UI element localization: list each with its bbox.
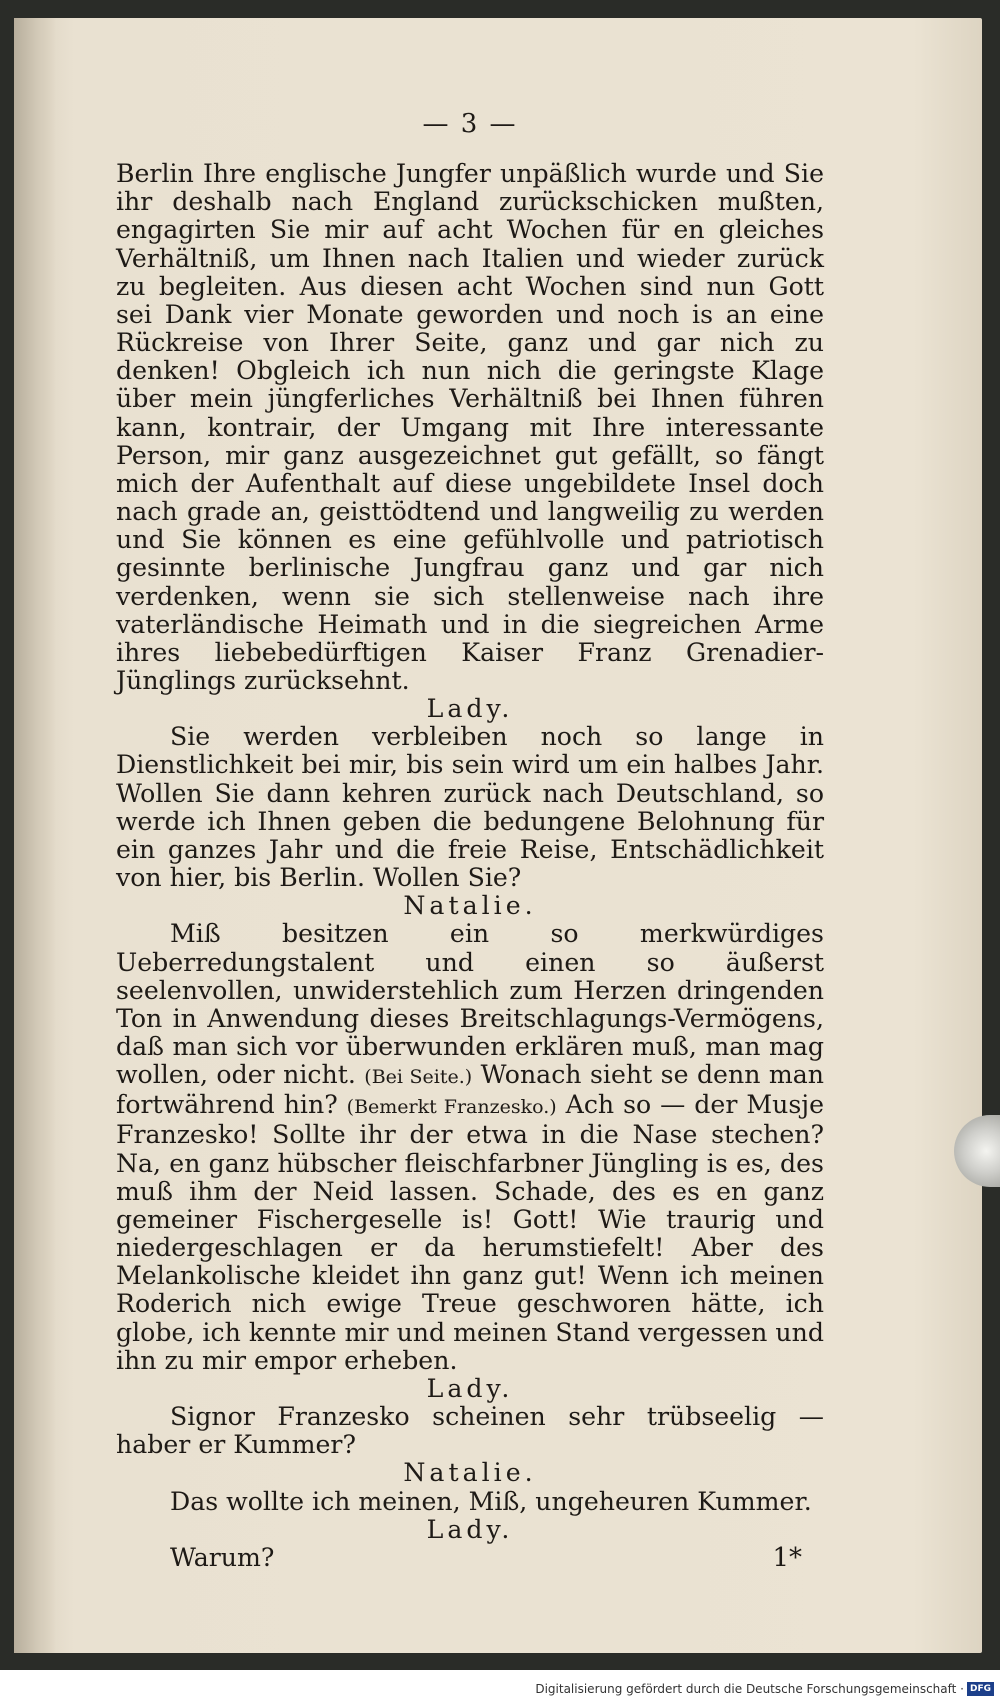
dfg-logo: DFG bbox=[967, 1682, 994, 1696]
signature-mark: 1* bbox=[772, 1542, 802, 1573]
dialogue-text: Miß besitzen ein so merkwürdiges Ueberredungstalent und einen so äußerst seelenvollen, unwiderstehlich zum Herzen dringenden Ton in Anwendung dieses Breitschlagungs-Vermögens, daß man sich vor überwunden erklären muß, man mag wollen, oder nicht. bbox=[116, 919, 824, 1090]
speaker-name: Lady. bbox=[426, 1514, 514, 1544]
paragraph: Das wollte ich meinen, Miß, ungeheuren Kummer. bbox=[170, 1486, 812, 1516]
paragraph: Berlin Ihre englische Jungfer unpäßlich wurde und Sie ihr deshalb nach England zurückschicken mußten, engagirten Sie mir auf acht Wochen für en gleiches Verhältniß, um Ihnen nach Italien und wieder zurück zu begleiten. Aus diesen acht Wochen sind nun Gott sei Dank vier Monate geworden und noch is an eine Rückreise von Ihrer Seite, ganz und gar nich zu denken! Obgleich ich nun nich die geringste Klage über mein jüngferliches Verhältniß bei Ihnen führen kann, kontrair, der Umgang mit Ihre interessante Person, mir ganz ausgezeichnet gut gefällt, so fängt mich der Aufenthalt auf diese ungebildete Insel doch nach grade an, geisttödtend und langweilig zu werden und Sie können es eine gefühlvolle und patriotisch gesinnte berlinische Jungfrau ganz und gar nich verdenken, wenn sie sich stellenweise nach ihre vaterländische Heimath und in die siegreichen Arme ihres liebebedürftigen Kaiser Franz Grenadier-Jünglings zurücksehnt. bbox=[116, 159, 824, 695]
dialogue-text: Wonach sieht se denn man fortwährend hin? bbox=[116, 1060, 824, 1120]
speaker-name: Natalie. bbox=[403, 1458, 537, 1488]
dialogue-text: Ach so — der Musje Franzesko! Sollte ihr der etwa in die Nase stechen? Na, en ganz hübscher fleischfarbner Jüngling is es, des muß ihm der Neid lassen. Schade, des es en ganz gemeiner Fischergeselle is! Gott! Wie traurig und niedergeschlagen er da herumstiefelt! Aber des Melankolische kleidet ihn ganz gut! Wenn ich meinen Roderich nich ewige Treue geschworen hätte, ich globe, ich kennte mir und meinen Stand vergessen und ihn zu mir empor erheben. bbox=[116, 1090, 824, 1375]
paragraph bbox=[116, 920, 824, 1375]
paragraph: Sie werden verbleiben noch so lange in Dienstlichkeit bei mir, bis sein wird um ein halbes Jahr. Wollen Sie dann kehren zurück nach Deutschland, so werde ich Ihnen geben die bedungene Belohnung für ein ganzes Jahr und die freie Reise, Entschädlichkeit von hier, bis Berlin. Wollen Sie? bbox=[116, 722, 824, 893]
speaker-name: Natalie. bbox=[403, 891, 537, 921]
paragraph: Signor Franzesko scheinen sehr trübseelig — haber er Kummer? bbox=[116, 1402, 824, 1460]
stage-direction: (Bei Seite.) bbox=[364, 1066, 473, 1089]
stage-direction: (Bemerkt Franzesko.) bbox=[346, 1096, 557, 1119]
page-number: — 3 — bbox=[422, 109, 518, 139]
speaker-name: Lady. bbox=[426, 694, 514, 724]
digitization-footer bbox=[0, 1670, 1000, 1708]
paragraph: Warum? bbox=[170, 1542, 275, 1572]
speaker-name: Lady. bbox=[426, 1373, 514, 1403]
page-content bbox=[116, 110, 824, 1572]
text-blocks bbox=[116, 160, 824, 1572]
funding-credit: Digitalisierung gefördert durch die Deutsche Forschungsgemeinschaft · bbox=[535, 1682, 964, 1696]
book-spine-shadow bbox=[14, 18, 56, 1653]
